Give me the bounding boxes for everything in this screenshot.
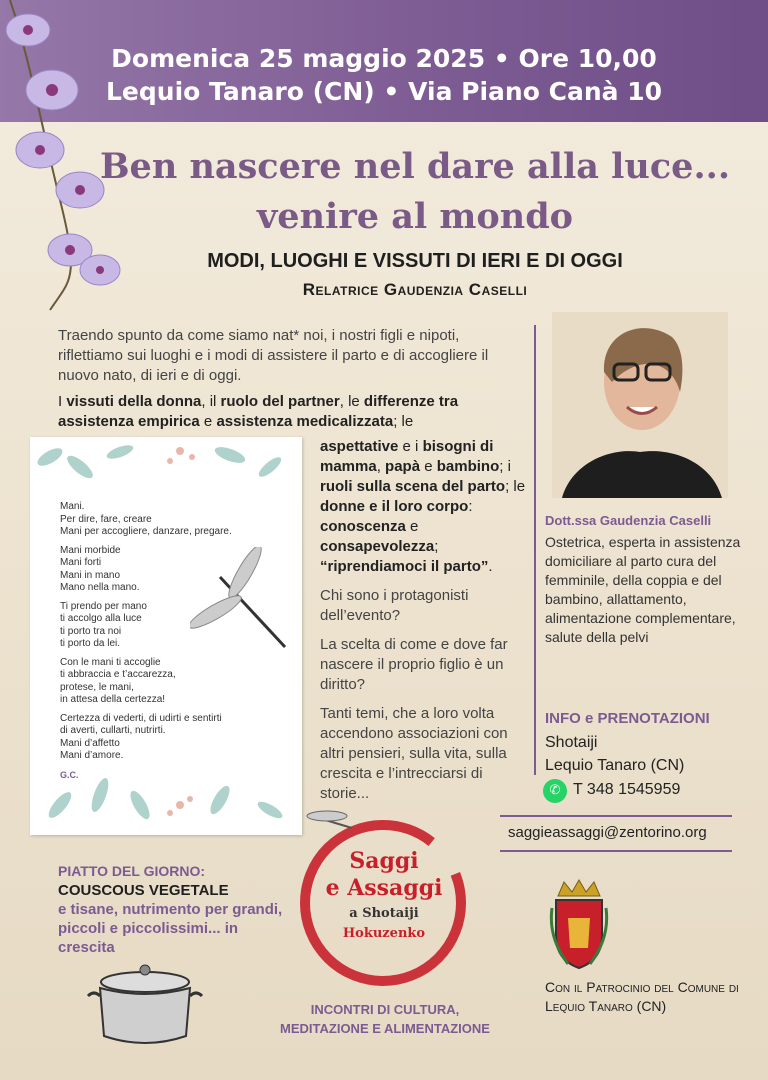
topics-bold: aspettative <box>320 438 399 455</box>
question-3: Tanti temi, che a loro volta accendono associazioni con altri pensieri, sulla vita, sulla crescita e l’intrecciarsi di storie... <box>320 705 508 802</box>
topics-bold: assistenza medicalizzata <box>216 413 394 430</box>
topics-text: e i <box>398 438 423 455</box>
topics-bold: vissuti della donna <box>66 393 202 410</box>
topics-text: . <box>488 558 493 575</box>
speaker-name: Dott.ssa Gaudenzia Caselli <box>545 513 712 528</box>
topics-column <box>320 437 528 813</box>
poem-line: Certezza di vederti, di udirti e sentirti <box>60 712 222 724</box>
dish-label: PIATTO DEL GIORNO: <box>58 863 206 879</box>
dish-extra: e tisane, nutrimento per grandi, piccoli e piccolissimi... in crescita <box>58 901 283 956</box>
poem-line: Mani. <box>60 501 85 512</box>
topics-text: , <box>376 458 386 475</box>
municipal-crest-icon <box>548 878 610 970</box>
poem-line: Con le mani ti accoglie <box>60 656 161 668</box>
topics-text: ; le <box>393 413 414 430</box>
poem-stanza-1 <box>60 501 290 539</box>
event-place: Lequio Tanaro (CN) • Via Piano Canà 10 <box>106 77 662 106</box>
topics-text: I <box>58 393 67 410</box>
poem-line: protese, le mani, <box>60 681 134 693</box>
tagline <box>240 1000 530 1038</box>
info-email[interactable]: saggieassaggi@zentorino.org <box>508 824 707 841</box>
topics-bold: bisogni di mamma <box>320 438 494 475</box>
dragonfly-icon <box>190 547 290 657</box>
topics-bold: bambino <box>436 458 500 475</box>
intro-paragraph: Traendo spunto da come siamo nat* noi, i nostri figli e nipoti, riflettiamo sui luoghi e i modi di assistere il parto e di accogliere il nuovo nato, di ieri e di oggi. <box>58 327 489 384</box>
info-phone[interactable]: T 348 1545959 <box>573 781 681 798</box>
poem-stanza-4 <box>60 657 290 707</box>
poem-line: ti abbraccia e t’accarezza, <box>60 669 176 680</box>
topics-bold: consapevolezza <box>320 538 435 555</box>
question-2: La scelta di come e dove far nascere il proprio figlio è un diritto? <box>320 636 508 693</box>
poem-line: Per dire, fare, creare <box>60 513 152 525</box>
logo-line-1: Saggi <box>349 848 419 874</box>
topics-text: ; i <box>499 458 511 475</box>
topics-bold: conoscenza <box>320 518 406 535</box>
topics-bold: donne e il loro corpo <box>320 498 469 515</box>
tagline-line-1: INCONTRI DI CULTURA, <box>310 1002 460 1017</box>
divider-line <box>500 850 732 852</box>
logo-line-3: a Shotaiji <box>349 906 419 921</box>
topics-text: : <box>468 498 473 515</box>
poem-line: Mani in mano <box>60 569 121 581</box>
leaves-top-decoration <box>30 437 302 497</box>
event-title <box>95 142 735 242</box>
poem-line: Mani forti <box>60 557 102 568</box>
event-date: Domenica 25 maggio 2025 • Ore 10,00 <box>111 44 657 73</box>
poem-line: ti porto tra noi <box>60 625 122 637</box>
dish-of-the-day <box>58 862 288 957</box>
poem-line: Mani d’affetto <box>60 737 120 749</box>
topics-bold: papà <box>385 458 421 475</box>
poem-signature: G.C. <box>60 769 79 780</box>
dish-name: COUSCOUS VEGETALE <box>58 882 229 899</box>
logo-line-4: Hokuzenko <box>342 926 426 941</box>
speaker-photo <box>552 312 728 498</box>
speaker-credit: Relatrice Gaudenzia Caselli <box>302 280 528 299</box>
poem-line: Ti prendo per mano <box>60 600 147 612</box>
poem-line: Mano nella mano. <box>60 582 140 593</box>
topics-bold: “riprendiamoci il parto” <box>320 558 489 575</box>
patronage-text: Con il Patrocinio del Comune di Lequio Tanaro (CN) <box>545 979 739 1014</box>
poem-line: di averti, cullarti, nutrirti. <box>60 725 166 736</box>
topics-bold: ruoli sulla scena del parto <box>320 478 506 495</box>
tagline-line-2: MEDITAZIONE E ALIMENTAZIONE <box>280 1021 490 1036</box>
leaves-bottom-decoration <box>30 755 302 835</box>
topics-text: ; le <box>505 478 526 495</box>
column-divider <box>534 325 536 775</box>
title-line-2: venire al mondo <box>256 196 574 237</box>
topics-text: , le <box>339 393 364 410</box>
poem-card <box>30 437 302 835</box>
poem-line: in attesa della certezza! <box>60 694 166 705</box>
info-town: Lequio Tanaro (CN) <box>545 757 685 774</box>
poem-line: Mani d’amore. <box>60 750 124 761</box>
divider-line <box>500 815 732 817</box>
topics-text: ; <box>434 538 439 555</box>
topics-continued <box>320 437 528 577</box>
topics-text: , il <box>201 393 221 410</box>
info-title: INFO e PRENOTAZIONI <box>545 710 710 727</box>
topics-text: e <box>420 458 437 475</box>
topics-paragraph <box>58 392 528 432</box>
poem-line: ti porto da lei. <box>60 638 121 649</box>
title-line-1: Ben nascere nel dare alla luce... <box>99 146 731 187</box>
topics-bold: ruolo del partner <box>220 393 340 410</box>
poem-line: ti accolgo alla luce <box>60 613 142 624</box>
whatsapp-icon: ✆ <box>543 779 567 803</box>
topics-text: e <box>405 518 419 535</box>
topics-bold: differenze tra assistenza empirica <box>58 393 459 430</box>
poem-line: Mani morbide <box>60 544 121 556</box>
cooking-pot-icon <box>80 960 210 1050</box>
topics-text: e <box>199 413 217 430</box>
poem-line: Mani per accogliere, danzare, pregare. <box>60 526 232 537</box>
event-subtitle: MODI, LUOGHI E VISSUTI DI IERI E DI OGGI <box>207 250 623 272</box>
info-venue: Shotaiji <box>545 734 598 751</box>
logo-line-2: e Assaggi <box>325 875 443 901</box>
question-1: Chi sono i protagonisti dell’evento? <box>320 587 469 624</box>
speaker-description: Ostetrica, esperta in assistenza domiciliare al parto cura del femminile, della coppia e del bambino, allattamento, alimentazione complementare, salute della pelvi <box>545 534 741 645</box>
